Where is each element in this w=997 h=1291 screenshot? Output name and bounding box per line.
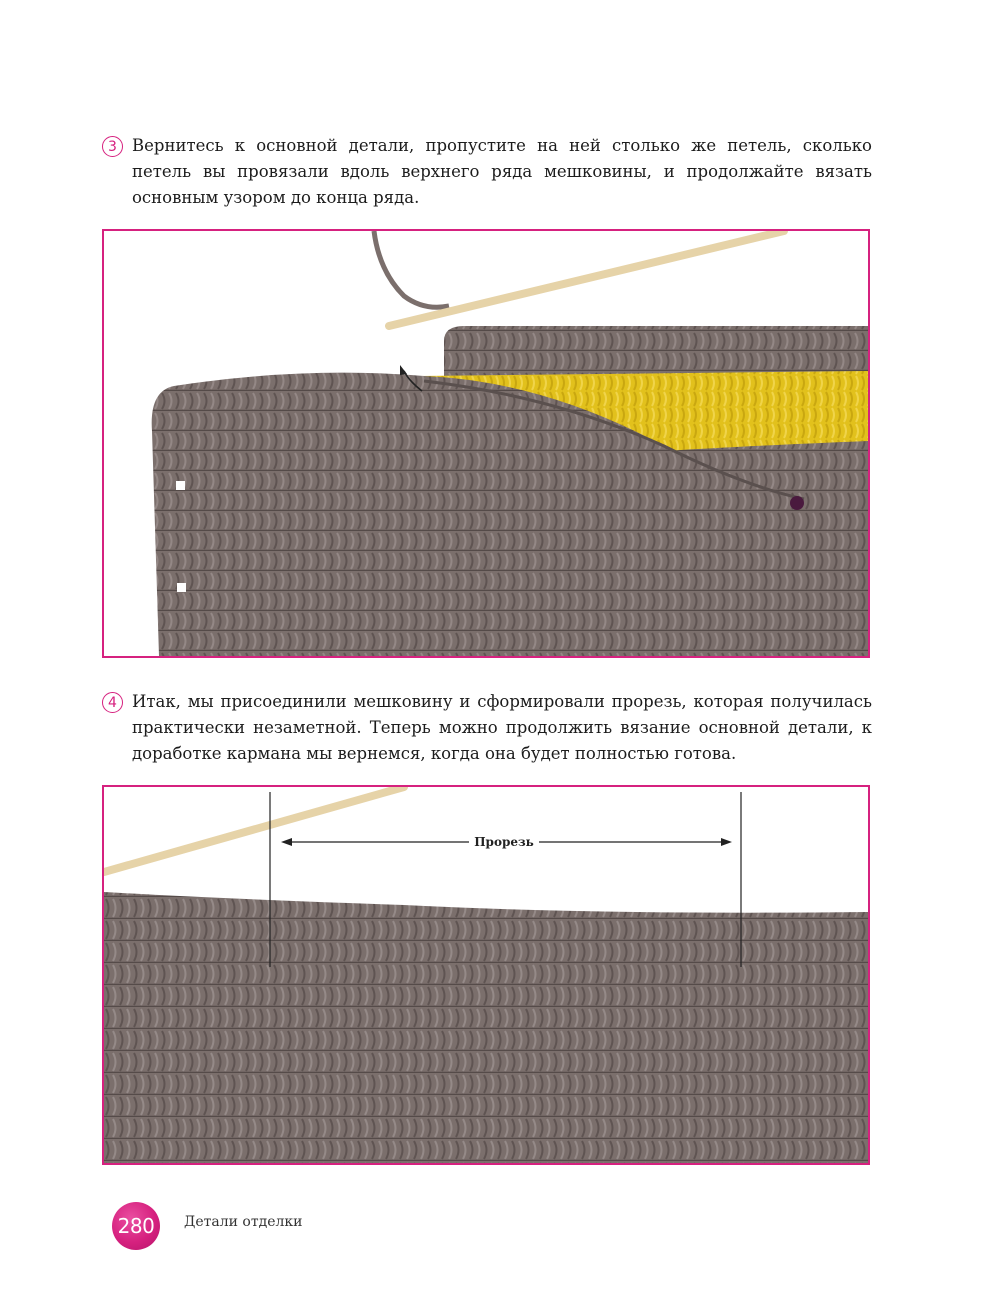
pin-head-icon bbox=[790, 496, 804, 510]
crochet-hook bbox=[389, 231, 784, 326]
crochet-hook bbox=[104, 787, 404, 872]
page-number: 280 bbox=[112, 1202, 160, 1250]
crochet-illustration-2 bbox=[104, 787, 868, 1163]
step-4 bbox=[102, 689, 872, 767]
yarn-tail bbox=[374, 231, 449, 307]
arrow-left-icon bbox=[281, 838, 292, 846]
step-3 bbox=[102, 133, 872, 211]
section-title: Детали отделки bbox=[184, 1214, 303, 1230]
arrow-head-icon bbox=[400, 365, 407, 375]
slit-label: Прорезь bbox=[474, 835, 534, 849]
arrow-right-icon bbox=[721, 838, 732, 846]
step-3-text: Вернитесь к основной детали, пропустите на ней столько же петель, сколько петель вы провязали вдоль верхнего ряда мешковины, и продолжайте вязать основным узором до конца ряда. bbox=[132, 136, 872, 207]
stitch-hole bbox=[177, 583, 186, 592]
step-4-text: Итак, мы присоединили мешковину и сформировали прорезь, которая получилась практически незаметной. Теперь можно продолжить вязание основной детали, к доработке кармана мы вернемся, когда она будет полностью готова. bbox=[132, 692, 872, 763]
step-3-number: 3 bbox=[102, 136, 123, 157]
stitch-hole bbox=[176, 481, 185, 490]
photo-joining-pocket bbox=[102, 229, 870, 658]
knitted-fabric bbox=[104, 892, 868, 1163]
crochet-illustration-1 bbox=[104, 231, 868, 656]
photo-finished-slit bbox=[102, 785, 870, 1165]
step-4-number: 4 bbox=[102, 692, 123, 713]
